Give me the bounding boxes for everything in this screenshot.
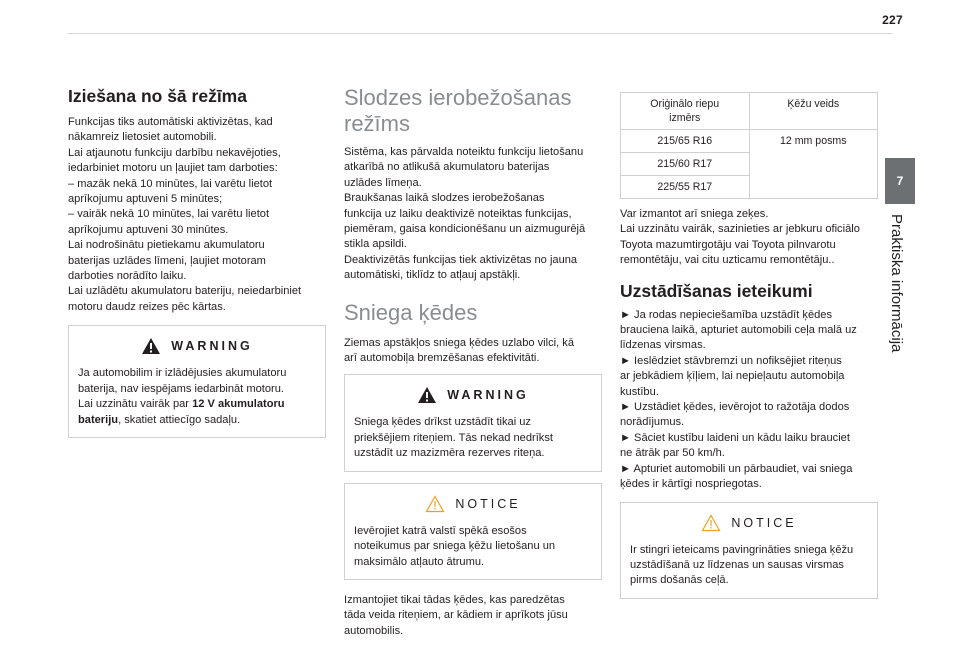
column-1 (68, 86, 326, 438)
section-heading: Sniega ķēdes (344, 299, 478, 325)
snow-chain-table (620, 92, 878, 199)
table-cell: 12 mm posms (749, 130, 878, 199)
text-line: kustību. (620, 385, 659, 398)
text-line: noteikumus par sniega ķēžu lietošanu un (354, 540, 556, 553)
text-line: Sniega ķēdes drīkst uzstādīt tikai uz (354, 416, 531, 429)
section-heading: Uzstādīšanas ieteikumi (620, 280, 813, 301)
text-line: atkarībā no atlikušā akumulatoru baterijas (344, 161, 550, 174)
text-line: ķēdes ir kārtīgi nospriegotas. (620, 478, 762, 491)
text-line: Deaktivizētās funkcijas tiek aktivizētas no jauna (344, 253, 578, 266)
column-2 (344, 85, 602, 639)
table-header-row (621, 93, 878, 130)
section-heading (344, 85, 602, 137)
text-line: automātiski, tiklīdz to atļauj apstākļi. (344, 269, 521, 282)
text-line: maksimālo atļauto ātrumu. (354, 555, 485, 568)
section-body (344, 593, 602, 639)
chapter-number: 7 (896, 174, 904, 188)
warning-title: WARNING (171, 339, 253, 354)
text-line: Sistēma, kas pārvalda noteiktu funkciju lietošanu (344, 146, 584, 158)
notice-title: NOTICE (731, 515, 797, 530)
page-number: 227 (882, 13, 903, 27)
warning-title: WARNING (447, 388, 529, 403)
text-line: ► Sāciet kustību laideni un kādu laiku brauciet (620, 431, 850, 444)
text-line: ar jebkādiem ķīļiem, lai nepieļautu automobiļa (620, 370, 845, 383)
text-line: arī automobiļa bremzēšanas efektivitāti. (344, 352, 540, 365)
warning-box (68, 325, 326, 438)
chapter-tab[interactable] (885, 158, 915, 204)
section-body (68, 115, 326, 315)
table-header-cell: Ķēžu veids (749, 93, 878, 130)
notice-title: NOTICE (455, 496, 521, 511)
header-line: izmērs (669, 112, 701, 124)
text-line: Ziemas apstākļos sniega ķēdes uzlabo vilci, kā (344, 336, 575, 349)
section-body (620, 207, 878, 269)
table-row (621, 130, 878, 153)
text-line: ► Uzstādiet ķēdes, ievērojot to ražotāja dodos (620, 401, 850, 414)
heading-line: režīms (344, 111, 410, 136)
text-line: iedarbiniet motoru un ļaujiet tam darboties: (68, 162, 278, 175)
text-line: piemēram, gaisa kondicionēšanu un aizmugurējā (344, 223, 586, 236)
text-line: norādījumus. (620, 416, 685, 429)
section-heading: Iziešana no šā režīma (68, 86, 247, 106)
text-line: uzstādīt uz mazizmēra rezerves riteņa. (354, 447, 545, 460)
text-line: Toyota mazumtirgotāju vai Toyota pilnvarotu (620, 238, 836, 251)
text-line: Lai uzzinātu vairāk, sazinieties ar jebkuru oficiālo (620, 223, 860, 236)
text-line: Ir stingri ieteicams pavingrināties sniega ķēžu (630, 543, 854, 556)
text-line: automobilis. (344, 624, 404, 637)
text-line: ► Ja rodas nepieciešamība uzstādīt ķēdes (620, 308, 833, 321)
text-line: Lai uzlādētu akumulatoru bateriju, neiedarbiniet (68, 285, 302, 298)
text-line: līdzenas virsmas. (620, 339, 706, 352)
bold-term: 12 V akumulatoru (192, 398, 285, 411)
text-line: ► Ieslēdziet stāvbremzi un nofiksējiet riteņus (620, 354, 842, 367)
text-run: , skatiet attiecīgo sadaļu. (118, 413, 241, 426)
text-line: motoru daudz reizes pēc kārtas. (68, 300, 226, 313)
text-line: remontētāju, vai citu uzticamu remontētāju.. (620, 254, 835, 267)
text-line: darboties norādīto laiku. (68, 270, 187, 283)
table-cell: 215/60 R17 (621, 153, 750, 176)
text-line: nākamreiz lietosiet automobili. (68, 131, 217, 144)
notice-box (620, 502, 878, 599)
notice-header (630, 512, 868, 534)
notice-triangle-icon (701, 514, 721, 532)
table-header-cell (621, 93, 750, 130)
table-cell: 215/65 R16 (621, 130, 750, 153)
bold-term: bateriju (78, 413, 119, 426)
text-line: aprīkojumu aptuveni 5 minūtes; (68, 193, 223, 206)
text-line (78, 397, 316, 412)
text-line: brauciena laikā, apturiet automobili ceļa malā uz (620, 324, 857, 337)
text-line: baterijas uzlādes līmeni, ļaujiet motoram (68, 254, 266, 267)
text-line: funkcija uz laiku deaktivizē noteiktas funkcijas, (344, 207, 572, 220)
header-divider (68, 33, 892, 34)
warning-header (78, 335, 316, 357)
text-line: – mazāk nekā 10 minūtes, lai varētu lietot (68, 177, 273, 190)
column-3 (620, 92, 878, 599)
text-line: Braukšanas laikā slodzes ierobežošanas (344, 192, 545, 205)
text-line: aprīkojumu aptuveni 30 minūtes. (68, 223, 229, 236)
text-line: priekšējiem riteņiem. Tās nekad nedrīkst (354, 431, 553, 444)
text-line: stikla apsildi. (344, 238, 407, 251)
heading-line: Slodzes ierobežošanas (344, 85, 572, 110)
text-line: Funkcijas tiks automātiski aktivizētas, kad (68, 116, 273, 128)
notice-triangle-icon (425, 495, 445, 513)
section-body (620, 308, 878, 493)
notice-header (354, 493, 592, 515)
text-line (78, 413, 316, 428)
text-line: ► Apturiet automobili un pārbaudiet, vai sniega (620, 462, 853, 475)
text-line: uzlādes līmeņa. (344, 176, 422, 189)
section-body (344, 336, 602, 367)
text-line: ne ātrāk par 50 km/h. (620, 447, 725, 460)
section-body (344, 145, 602, 284)
text-line: tāda veida riteņiem, ar kādiem ir aprīkots jūsu (344, 609, 568, 622)
notice-box (344, 483, 602, 580)
text-line: – vairāk nekā 10 minūtes, lai varētu lietot (68, 208, 270, 221)
warning-header (354, 384, 592, 406)
text-line: Izmantojiet tikai tādas ķēdes, kas paredzētas (344, 593, 565, 606)
chapter-title: Praktiska informācija (888, 214, 905, 353)
warning-box (344, 374, 602, 471)
header-line: Oriģinālo riepu (650, 98, 720, 110)
text-line: baterija, nav iespējams iedarbināt motoru. (78, 382, 284, 395)
warning-triangle-icon (417, 386, 437, 404)
text-run: Lai uzzinātu vairāk par (78, 398, 193, 411)
text-line: Ja automobilim ir izlādējusies akumulatoru (78, 367, 287, 380)
warning-triangle-icon (141, 337, 161, 355)
text-line: Lai atjaunotu funkciju darbību nekavējoties, (68, 146, 281, 159)
text-line: Ievērojiet katrā valstī spēkā esošos (354, 524, 527, 537)
table-cell: 225/55 R17 (621, 176, 750, 199)
text-line: uzstādīšanā uz līdzenas un sausas virsmas (630, 558, 844, 571)
text-line: Lai nodrošinātu pietiekamu akumulatoru (68, 239, 265, 252)
text-line: pirms došanās ceļā. (630, 574, 729, 587)
text-line: Var izmantot arī sniega zeķes. (620, 208, 769, 220)
